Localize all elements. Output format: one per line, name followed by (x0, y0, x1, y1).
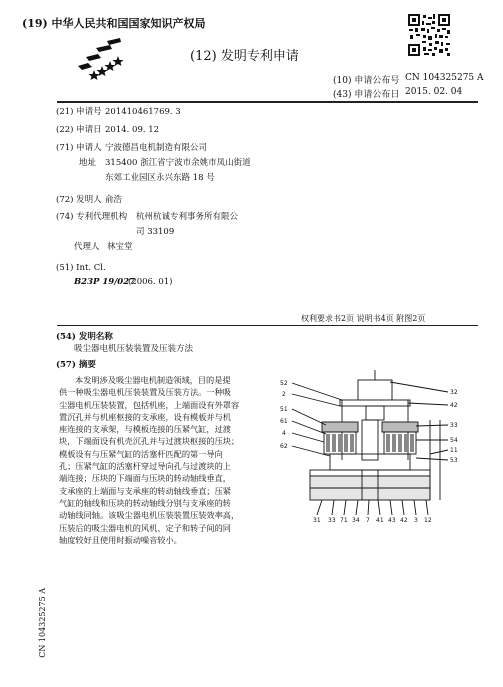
abstract-label: (57) 摘要 (56, 360, 96, 370)
abstract-line: 轴度较好且使用时振动噪音较小。 (59, 534, 182, 545)
abstract-line: 压装后的吸尘器电机的风机、定子和转子间的同 (59, 522, 231, 533)
publication-number-label: (10) 申请公布号 (333, 76, 400, 86)
figure-label: 4 (282, 430, 286, 437)
applicant: 宁波德昌电机制造有限公司 (105, 143, 208, 153)
abstract-line: 端连接；压块的下端面与压块的转动轴线垂直， (59, 473, 231, 484)
abstract-line: 置沉孔并与机座枢接的支承座，设有模板并与机 (59, 411, 231, 422)
abstract-line: 供一种吸尘器电机压装装置及压装方法。一种吸 (59, 387, 231, 398)
figure-label: 42 (450, 402, 458, 409)
address-line-1: 315400 浙江省宁波市余姚市凤山街道 (105, 158, 251, 168)
intcl-label: (51) Int. Cl. (56, 263, 106, 273)
side-publication-number: CN 104325275 A (38, 588, 47, 658)
application-date-row (56, 124, 159, 136)
address-line-2: 东郊工业园区永兴东路 18 号 (105, 173, 215, 183)
abstract-line: 支承座的上端面与支承座的转动轴线垂直；压紧 (59, 485, 231, 496)
address-row (79, 157, 251, 169)
application-date-label: (22) 申请日 (56, 125, 102, 135)
abstract-line: 尘器电机压装装置，包括机座，上端面设有外罩容 (59, 399, 240, 410)
agency-line-1: 杭州杭诚专利事务所有限公 (136, 212, 239, 222)
inventor: 俞浩 (105, 195, 123, 205)
counts-divider (57, 325, 478, 326)
figure-label: 33 (328, 517, 336, 522)
figure-label: 51 (280, 406, 288, 413)
publication-date-label: (43) 申请公布日 (333, 90, 400, 100)
inventor-label: (72) 发明人 (56, 195, 102, 205)
agent-label: 代理人 (74, 242, 100, 252)
figure-label: 34 (352, 517, 360, 522)
application-number: 201410461769. 3 (105, 107, 181, 117)
office-header: (19) 中华人民共和国国家知识产权局 (22, 17, 206, 30)
abstract-line: 模板设有与压紧气缸的活塞杆匹配的第一导向 (59, 448, 223, 459)
publication-number: CN 104325275 A (405, 73, 484, 83)
intcl-year: (2006. 01) (128, 277, 173, 287)
application-number-label: (21) 申请号 (56, 107, 102, 117)
figure-label: 54 (450, 437, 458, 444)
figure-label: 11 (450, 447, 458, 454)
figure-label: 41 (376, 517, 384, 522)
application-date: 2014. 09. 12 (105, 125, 160, 135)
figure-label: 43 (388, 517, 396, 522)
figure-label: 71 (340, 517, 348, 522)
abstract-line: 本发明涉及吸尘器电机制造领域，目的是提 (75, 375, 231, 385)
abstract-line: 孔；压紧气缸的活塞杆穿过导向孔与过渡块的上 (59, 461, 231, 472)
figure-label: 33 (450, 422, 458, 429)
figure-label: 52 (280, 380, 288, 387)
abstract-line: 块，下端面设有机壳沉孔并与过渡块枢接的压块； (59, 436, 240, 447)
agency-label: (74) 专利代理机构 (56, 212, 128, 222)
applicant-label: (71) 申请人 (56, 143, 102, 153)
invention-title: 吸尘器电机压装装置及压装方法 (74, 344, 194, 354)
agency-line-2: 司 33109 (136, 227, 175, 237)
patent-office-logo (72, 36, 144, 80)
publication-date: 2015. 02. 04 (405, 87, 463, 97)
abstract-body (59, 374, 259, 546)
figure-label: 31 (313, 517, 321, 522)
figure-label: 7 (366, 517, 370, 522)
document-type: (12) 发明专利申请 (190, 49, 299, 64)
figure-label: 12 (424, 517, 432, 522)
intcl-class: B23P 19/027 (74, 277, 136, 287)
agent-row (74, 241, 133, 253)
abstract-line: 座连接的支承架，与模板连接的压紧气缸，过渡 (59, 424, 231, 435)
agency-row (56, 211, 238, 223)
applicant-row (56, 142, 207, 154)
figure-label: 42 (400, 517, 408, 522)
qr-code (407, 13, 451, 57)
figure-label: 3 (414, 517, 418, 522)
header-divider (57, 101, 478, 103)
inventor-row (56, 194, 122, 206)
figure-label: 61 (280, 418, 288, 425)
figure-label: 53 (450, 457, 458, 464)
invention-title-label: (54) 发明名称 (56, 332, 113, 342)
abstract-line: 动轴线同轴。该吸尘器电机压装装置压装效率高， (59, 510, 240, 521)
page-counts: 权利要求书2页 说明书4页 附图2页 (301, 314, 426, 323)
figure-label: 32 (450, 389, 458, 396)
abstract-line: 气缸的轴线和压块的转动轴线分别与支承座的转 (59, 497, 231, 508)
abstract-figure (270, 370, 470, 522)
address-label: 地址 (79, 158, 97, 168)
application-number-row (56, 106, 181, 118)
figure-label: 62 (280, 443, 288, 450)
figure-label: 2 (282, 391, 286, 398)
agent: 林宝堂 (107, 242, 133, 252)
